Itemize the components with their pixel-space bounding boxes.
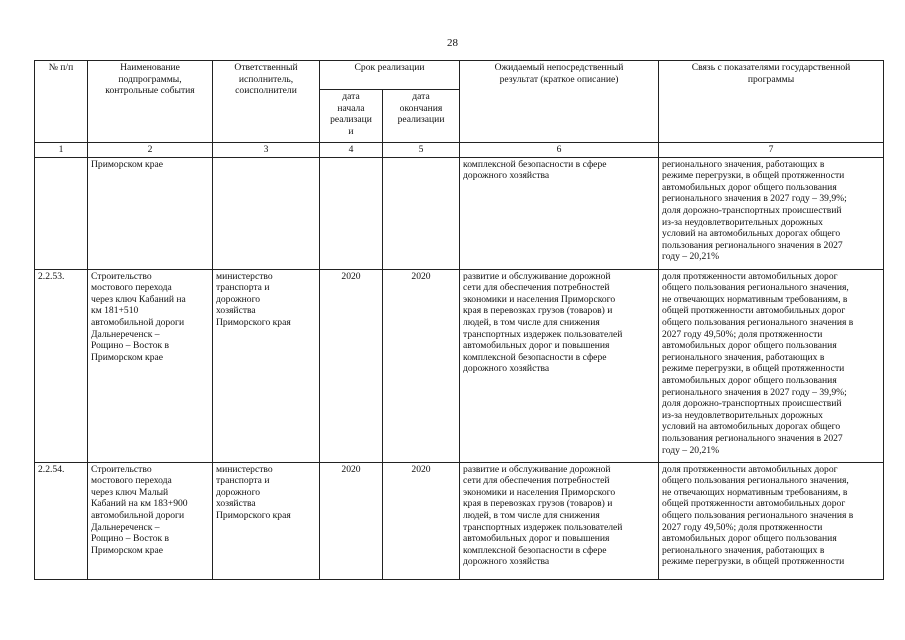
row-name: Строительство мостового перехода через ключ Кабаний на км 181+510 автомобильной дороги Дальнереченск – Рощино – Восток в Приморском крае xyxy=(88,269,213,462)
row-end: 2020 xyxy=(383,269,460,462)
row-link: доля протяженности автомобильных дорог общего пользования регионального значения, не отвечающих нормативным требованиям, в общей протяженности автомобильных дорог общего пользования регионального значения в 2027 году 49,50%; доля протяженности автомобильных дорог общего пользования регионального значения, работающих в режиме перегрузки, в общей протяженности xyxy=(659,462,884,579)
header-result: Ожидаемый непосредственный результат (краткое описание) xyxy=(460,61,659,143)
column-number: 2 xyxy=(88,143,213,158)
table-row xyxy=(35,462,884,579)
row-name: Строительство мостового перехода через ключ Малый Кабаний на км 183+900 автомобильной дороги Дальнереченск – Рощино – Восток в Приморском крае xyxy=(88,462,213,579)
row-start: 2020 xyxy=(320,462,383,579)
row-result: развитие и обслуживание дорожной сети для обеспечения потребностей экономики и населения Приморского края в перевозках грузов (товаров) и людей, в том числе для снижения транспортных издержек пользователей автомобильных дорог и повышения комплексной безопасности в сфере дорожного хозяйства xyxy=(460,462,659,579)
header-end-date: дата окончания реализации xyxy=(383,90,460,143)
row-executor: министерство транспорта и дорожного хозяйства Приморского края xyxy=(213,462,320,579)
row-link: регионального значения, работающих в режиме перегрузки, в общей протяженности автомобильных дорог общего пользования регионального значения в 2027 году – 39,9%; доля дорожно-транспортных происшествий из-за неудовлетворительных дорожных условий на автомобильных дорогах общего пользования регионального значения в 2027 году – 20,21% xyxy=(659,157,884,269)
row-link: доля протяженности автомобильных дорог общего пользования регионального значения, не отвечающих нормативным требованиям, в общей протяженности автомобильных дорог общего пользования регионального значения в 2027 году 49,50%; доля протяженности автомобильных дорог общего пользования регионального значения, работающих в режиме перегрузки, в общей протяженности автомобильных дорог общего пользования регионального значения в 2027 году – 39,9%; доля дорожно-транспортных происшествий из-за неудовлетворительных дорожных условий на автомобильных дорогах общего пользования регионального значения в 2027 году – 20,21% xyxy=(659,269,884,462)
column-number: 1 xyxy=(35,143,88,158)
row-end xyxy=(383,157,460,269)
column-number: 7 xyxy=(659,143,884,158)
column-number: 5 xyxy=(383,143,460,158)
column-number-row xyxy=(35,143,884,158)
row-name: Приморском крае xyxy=(88,157,213,269)
table-row xyxy=(35,269,884,462)
table-row xyxy=(35,157,884,269)
row-end: 2020 xyxy=(383,462,460,579)
header-executor: Ответственный исполнитель, соисполнители xyxy=(213,61,320,143)
row-result: комплексной безопасности в сфере дорожного хозяйства xyxy=(460,157,659,269)
column-number: 6 xyxy=(460,143,659,158)
column-number: 3 xyxy=(213,143,320,158)
header-link: Связь с показателями государственной программы xyxy=(659,61,884,143)
header-period: Срок реализации xyxy=(320,61,460,90)
row-num: 2.2.54. xyxy=(35,462,88,579)
row-result: развитие и обслуживание дорожной сети для обеспечения потребностей экономики и населения Приморского края в перевозках грузов (товаров) и людей, в том числе для снижения транспортных издержек пользователей автомобильных дорог и повышения комплексной безопасности в сфере дорожного хозяйства xyxy=(460,269,659,462)
row-executor: министерство транспорта и дорожного хозяйства Приморского края xyxy=(213,269,320,462)
header-start-date: дата начала реализаци и xyxy=(320,90,383,143)
header-name: Наименование подпрограммы, контрольные события xyxy=(88,61,213,143)
row-num xyxy=(35,157,88,269)
row-start xyxy=(320,157,383,269)
program-table xyxy=(34,60,884,580)
row-executor xyxy=(213,157,320,269)
header-row xyxy=(35,61,884,90)
page-number: 28 xyxy=(447,37,458,49)
column-number: 4 xyxy=(320,143,383,158)
header-num: № п/п xyxy=(35,61,88,143)
row-start: 2020 xyxy=(320,269,383,462)
row-num: 2.2.53. xyxy=(35,269,88,462)
